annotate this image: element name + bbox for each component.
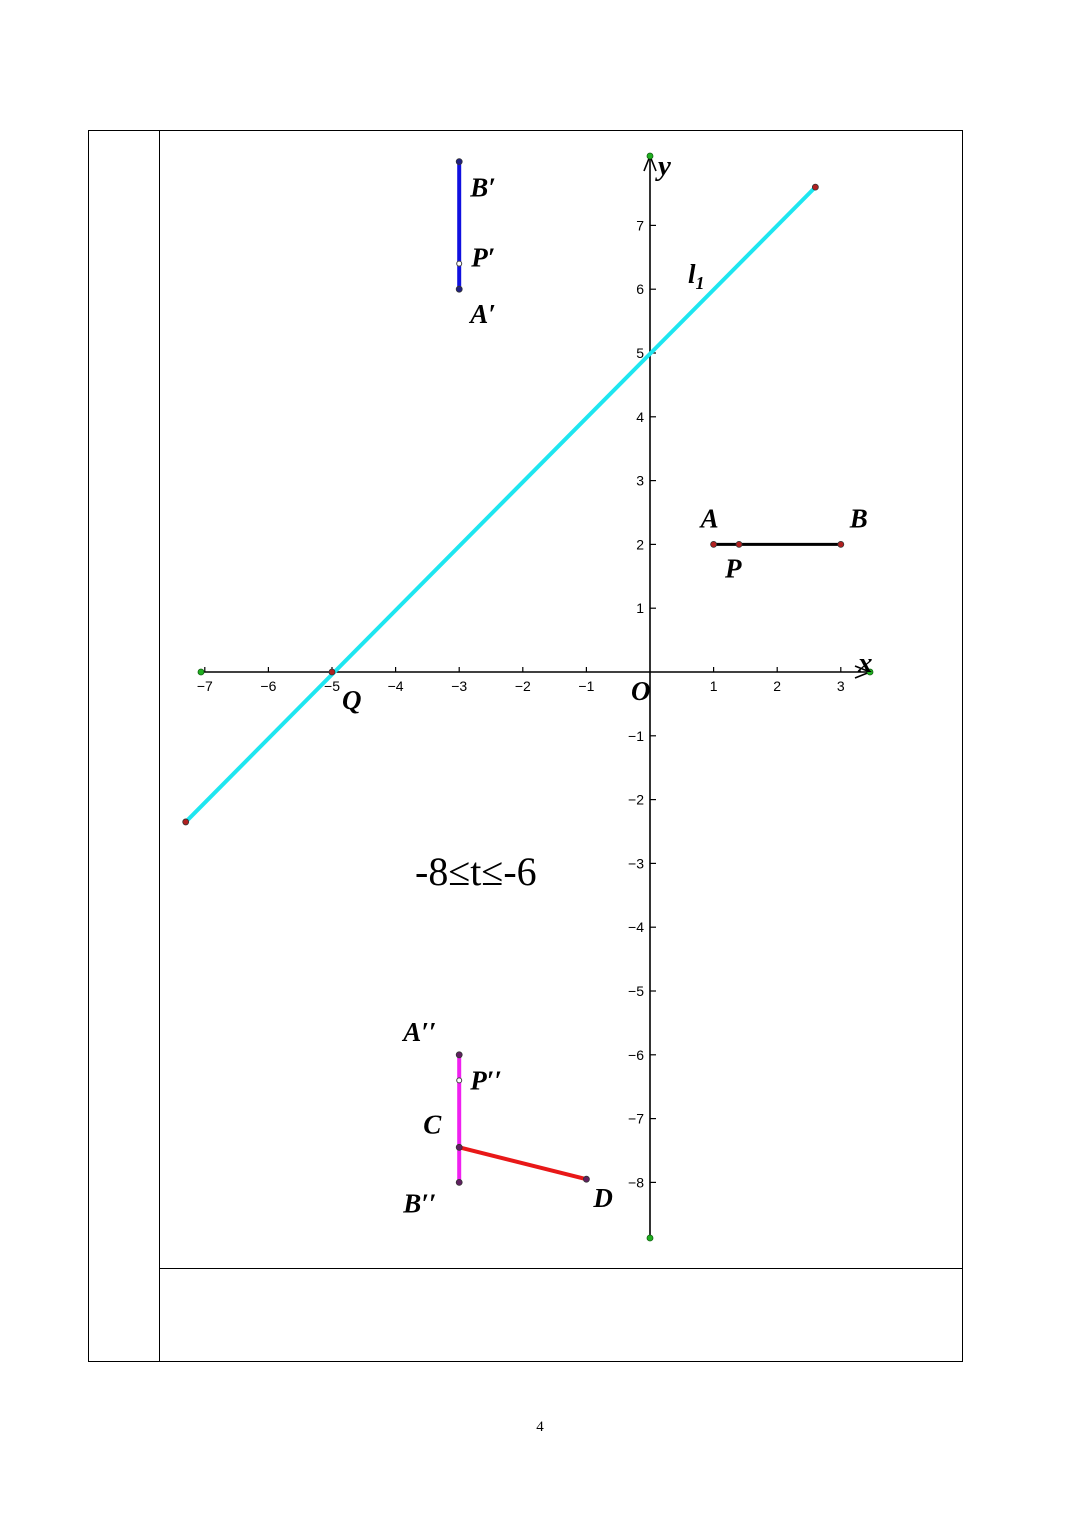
- y-tick-label: −6: [628, 1046, 644, 1063]
- x-tick-label: −5: [324, 678, 340, 694]
- y-tick-label: 3: [636, 472, 644, 489]
- point-p-dot: [736, 541, 742, 547]
- point-a-double-prime-label: A′′: [403, 1016, 437, 1047]
- point-a2-dot: [456, 1052, 462, 1058]
- point-d-dot: [583, 1176, 589, 1182]
- point-b-double-prime-label: B′′: [403, 1188, 437, 1219]
- point-a-dot: [711, 541, 717, 547]
- y-tick-label: 4: [636, 408, 644, 425]
- x-tick-label: −2: [514, 678, 531, 694]
- x-tick-label: 1: [709, 678, 718, 694]
- axis-end-marker: [647, 1235, 653, 1241]
- point-c-dot: [456, 1144, 462, 1150]
- x-axis-label: x: [858, 647, 873, 679]
- line-endpoint-dot: [812, 184, 818, 190]
- page-number: 4: [536, 1419, 544, 1435]
- y-tick-label: −7: [628, 1110, 644, 1127]
- point-p2-dot: [457, 1078, 462, 1083]
- line-l1: [186, 187, 816, 822]
- y-tick-label: −5: [628, 983, 644, 999]
- point-a-prime-label: A′: [470, 299, 496, 330]
- point-p-double-prime-label: P′′: [470, 1065, 502, 1096]
- condition-text: -8≤t≤-6: [415, 849, 537, 894]
- x-tick-label: −3: [451, 678, 468, 694]
- y-tick-label: 2: [636, 536, 644, 553]
- point-markers: [183, 153, 873, 1241]
- y-tick-label: −8: [628, 1174, 644, 1191]
- line-endpoint-dot: [183, 819, 189, 825]
- x-tick-label: −4: [387, 678, 404, 694]
- y-axis-label: y: [658, 150, 671, 182]
- point-p-prime-label: P′: [471, 242, 496, 273]
- axis-end-marker: [198, 669, 204, 675]
- y-tick-label: 5: [636, 345, 644, 361]
- axis-ticks: [197, 217, 845, 1190]
- x-tick-label: −6: [260, 678, 277, 694]
- y-tick-label: −4: [628, 919, 644, 936]
- line-l1-label: $l_1$: [688, 259, 705, 293]
- x-tick-label: −1: [578, 678, 595, 694]
- point-b2-dot: [456, 1179, 462, 1185]
- y-tick-label: −1: [628, 727, 644, 744]
- y-tick-label: 6: [636, 281, 644, 298]
- y-tick-label: 7: [636, 217, 644, 234]
- point-a1-dot: [456, 286, 462, 292]
- y-tick-label: 1: [636, 600, 644, 617]
- point-q-dot: [329, 669, 335, 675]
- point-p1-dot: [457, 261, 462, 266]
- y-tick-label: −2: [628, 791, 644, 808]
- point-b1-dot: [456, 159, 462, 165]
- segment-cd: [459, 1147, 586, 1179]
- point-q-label: Q: [342, 685, 362, 715]
- point-c-label: C: [423, 1109, 442, 1140]
- point-p-label: P: [725, 553, 742, 584]
- point-d-label: D: [593, 1183, 613, 1214]
- point-b-label: B: [849, 503, 868, 534]
- point-b-prime-label: B′: [470, 172, 496, 203]
- x-tick-label: 2: [773, 678, 782, 694]
- point-a-label: A: [700, 503, 719, 534]
- origin-label: O: [631, 676, 651, 706]
- x-tick-label: 3: [836, 678, 845, 694]
- point-b-dot: [838, 541, 844, 547]
- axis-end-marker: [647, 153, 653, 159]
- x-tick-label: −7: [196, 678, 213, 694]
- y-tick-label: −3: [628, 855, 644, 872]
